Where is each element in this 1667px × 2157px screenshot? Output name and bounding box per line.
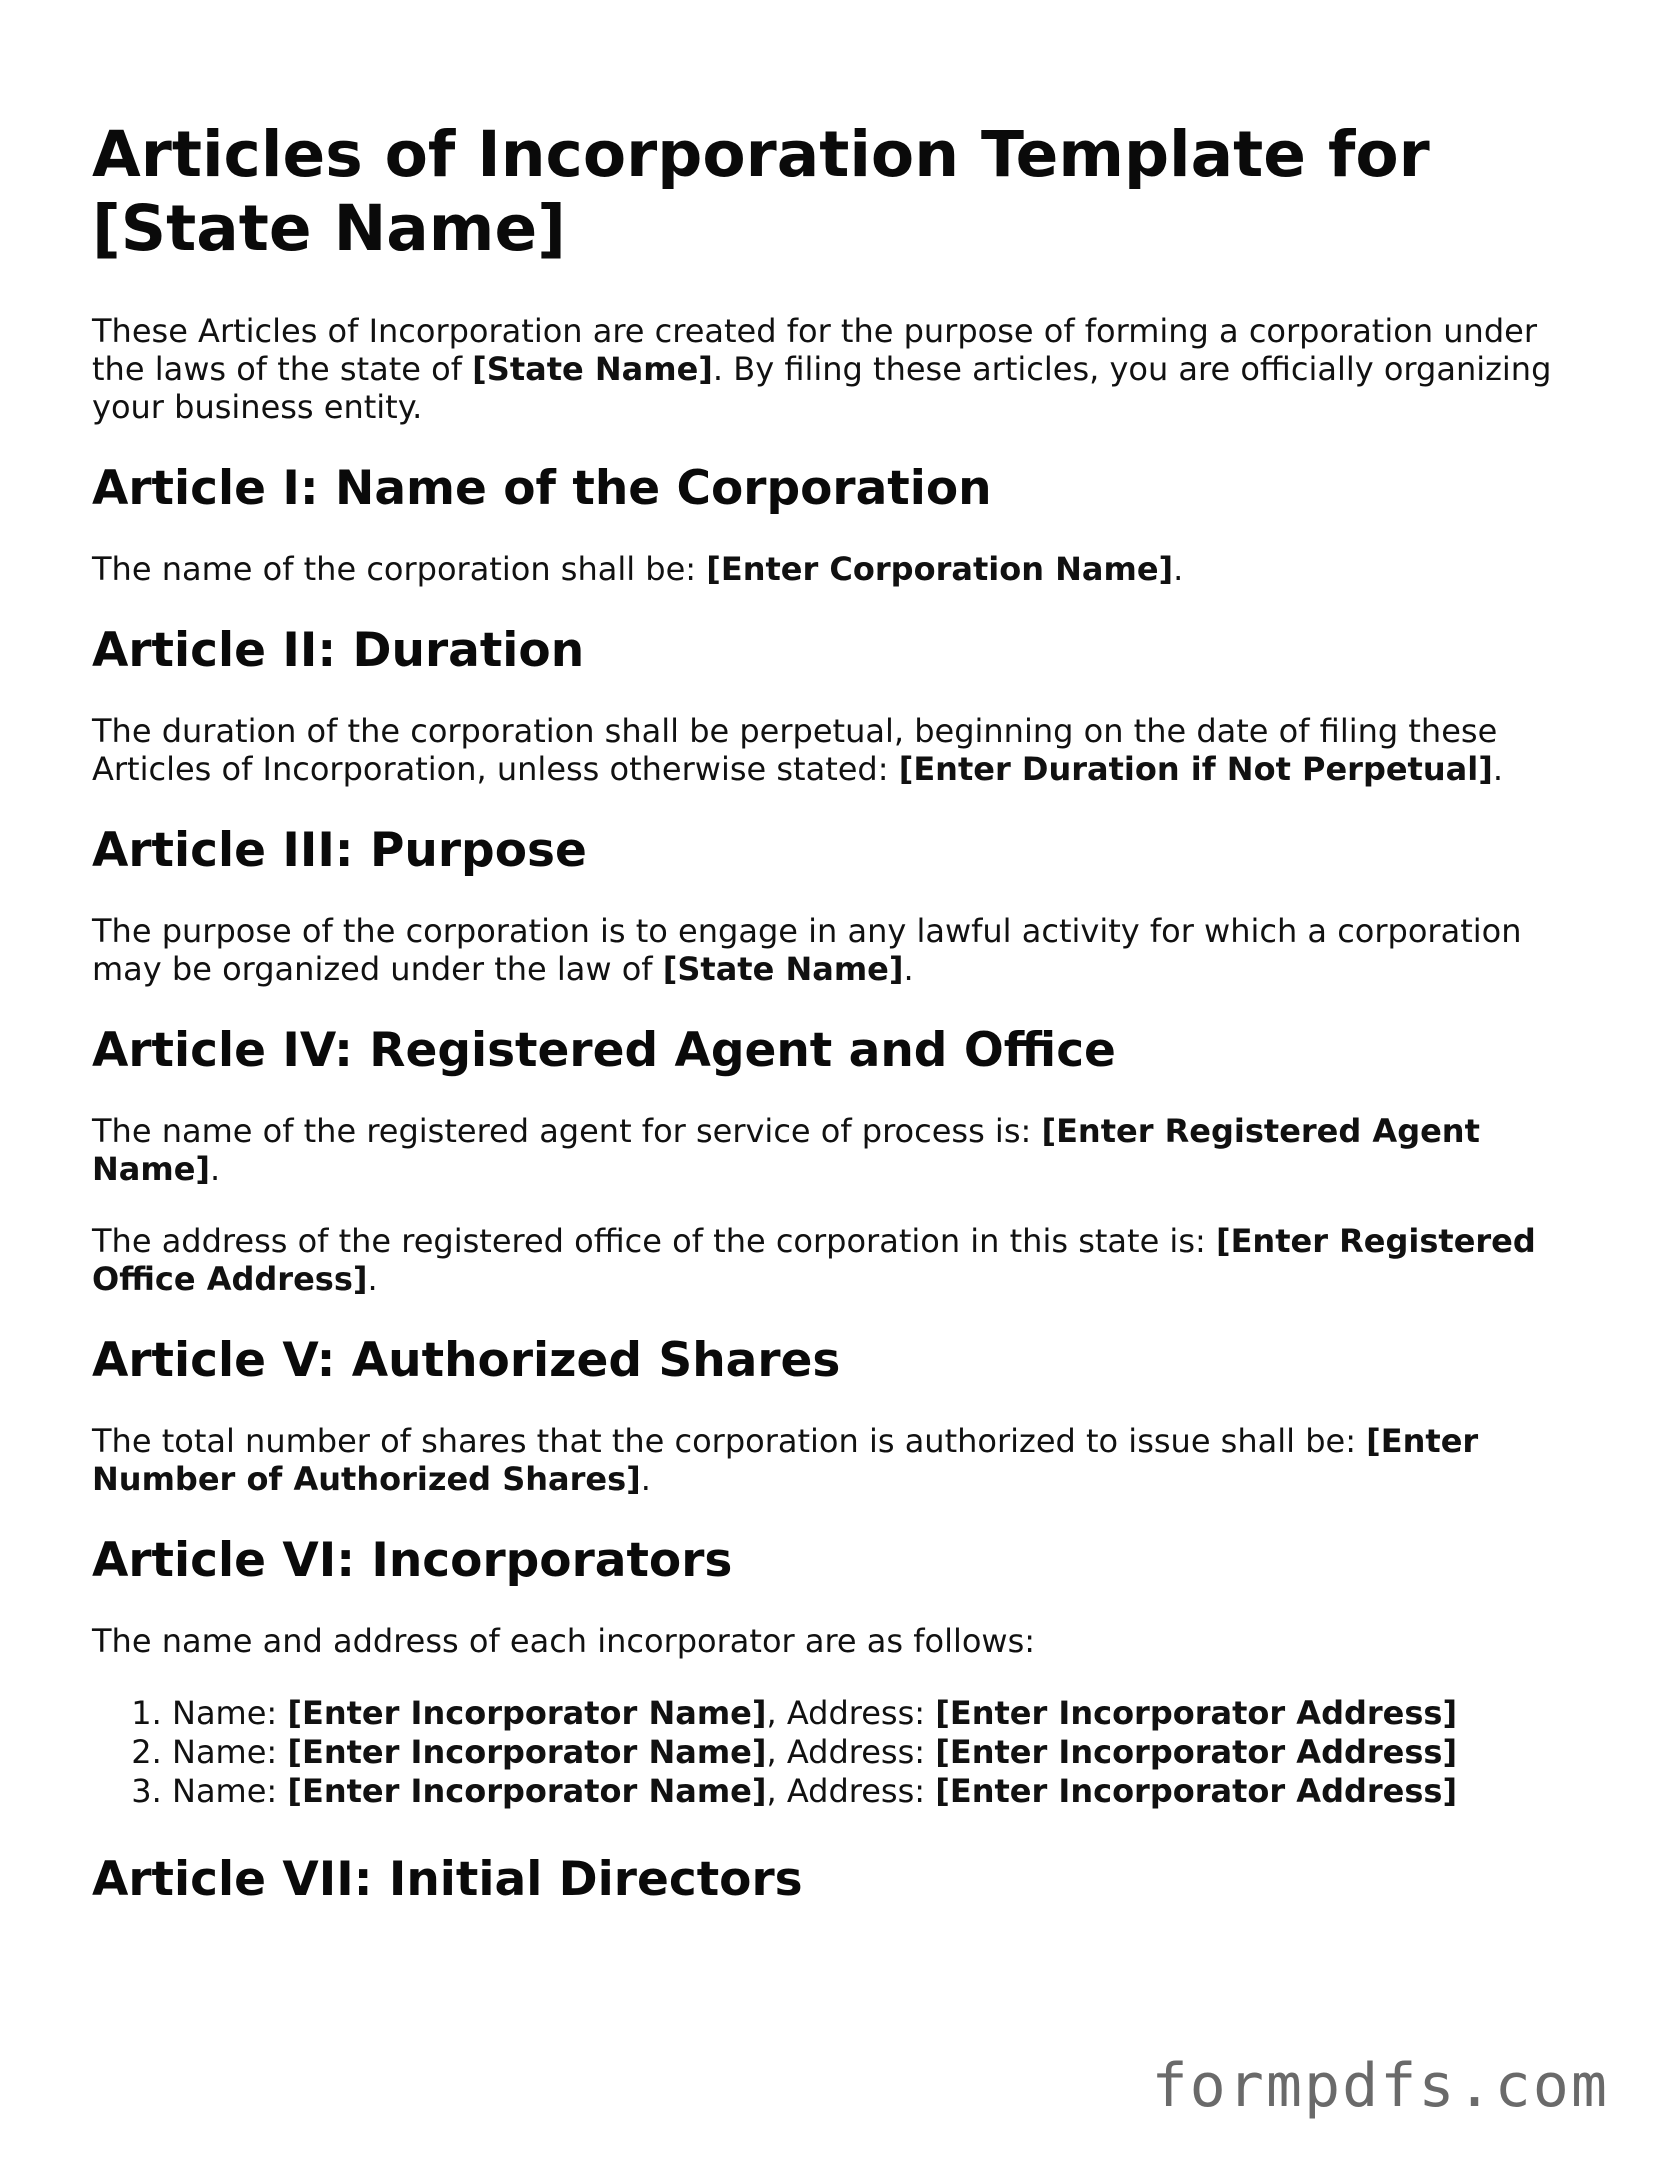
intro-state-placeholder: [State Name] xyxy=(472,350,713,388)
registered-office-placeholder: [Enter Registered Office Address] xyxy=(92,1222,1536,1298)
article-5-text: The total number of shares that the corporation is authorized to issue shall be: xyxy=(92,1422,1367,1460)
article-4-office-paragraph xyxy=(92,1222,1592,1298)
intro-text-after: . By filing these articles, you are officially organizing your business entity. xyxy=(92,350,1552,426)
article-5-heading: Article V: Authorized Shares xyxy=(92,1333,841,1388)
incorporator-address-label: , Address: xyxy=(766,1694,936,1732)
incorporator-list xyxy=(92,1694,1592,1811)
watermark: formpdfs.com xyxy=(1151,2051,1609,2121)
incorporator-address-label: , Address: xyxy=(766,1733,936,1771)
article-5-end: . xyxy=(640,1460,651,1498)
article-4-agent-text: The name of the registered agent for service of process is: xyxy=(92,1112,1042,1150)
article-4-office-text: The address of the registered office of the corporation in this state is: xyxy=(92,1222,1216,1260)
document-page xyxy=(92,118,1592,1941)
article-6-heading: Article VI: Incorporators xyxy=(92,1533,733,1588)
intro-paragraph xyxy=(92,312,1592,426)
incorporator-name-label: Name: xyxy=(172,1772,288,1810)
article-7-heading: Article VII: Initial Directors xyxy=(92,1852,803,1907)
incorporator-name-placeholder: [Enter Incorporator Name] xyxy=(287,1733,767,1771)
incorporator-address-label: , Address: xyxy=(766,1772,936,1810)
article-4-agent-paragraph xyxy=(92,1112,1592,1188)
incorporator-name-label: Name: xyxy=(172,1694,288,1732)
article-1-paragraph xyxy=(92,550,1592,588)
article-1-end: . xyxy=(1173,550,1184,588)
article-4-agent-end: . xyxy=(210,1150,221,1188)
corporation-name-placeholder: [Enter Corporation Name] xyxy=(706,550,1174,588)
article-2-text: The duration of the corporation shall be perpetual, beginning on the date of filing these Articles of Incorporation, unless otherwise stated: xyxy=(92,712,1498,788)
incorporator-item xyxy=(172,1733,1592,1772)
document-title: Articles of Incorporation Template for [State Name] xyxy=(92,118,1430,265)
article-4-heading: Article IV: Registered Agent and Office xyxy=(92,1023,1116,1078)
article-3-end: . xyxy=(903,950,914,988)
authorized-shares-placeholder: [Enter Number of Authorized Shares] xyxy=(92,1422,1479,1498)
purpose-state-placeholder: [State Name] xyxy=(662,950,904,988)
incorporator-item xyxy=(172,1694,1592,1733)
article-6-paragraph: The name and address of each incorporator are as follows: xyxy=(92,1622,1036,1660)
article-1-heading: Article I: Name of the Corporation xyxy=(92,461,992,516)
article-3-text: The purpose of the corporation is to engage in any lawful activity for which a corporation may be organized under the law of xyxy=(92,912,1522,988)
article-5-paragraph xyxy=(92,1422,1592,1498)
incorporator-item xyxy=(172,1772,1592,1811)
incorporator-name-label: Name: xyxy=(172,1733,288,1771)
intro-text-before: These Articles of Incorporation are created for the purpose of forming a corporation under the laws of the state of xyxy=(92,312,1537,388)
duration-placeholder: [Enter Duration if Not Perpetual] xyxy=(898,750,1493,788)
article-1-text: The name of the corporation shall be: xyxy=(92,550,707,588)
article-2-paragraph xyxy=(92,712,1592,788)
incorporator-name-placeholder: [Enter Incorporator Name] xyxy=(287,1694,767,1732)
article-4-office-end: . xyxy=(367,1260,378,1298)
article-2-end: . xyxy=(1492,750,1503,788)
article-3-paragraph xyxy=(92,912,1592,988)
registered-agent-placeholder: [Enter Registered Agent Name] xyxy=(92,1112,1480,1188)
article-2-heading: Article II: Duration xyxy=(92,623,585,678)
incorporator-address-placeholder: [Enter Incorporator Address] xyxy=(935,1733,1458,1771)
incorporator-address-placeholder: [Enter Incorporator Address] xyxy=(935,1772,1458,1810)
incorporator-address-placeholder: [Enter Incorporator Address] xyxy=(935,1694,1458,1732)
article-3-heading: Article III: Purpose xyxy=(92,823,587,878)
incorporator-name-placeholder: [Enter Incorporator Name] xyxy=(287,1772,767,1810)
